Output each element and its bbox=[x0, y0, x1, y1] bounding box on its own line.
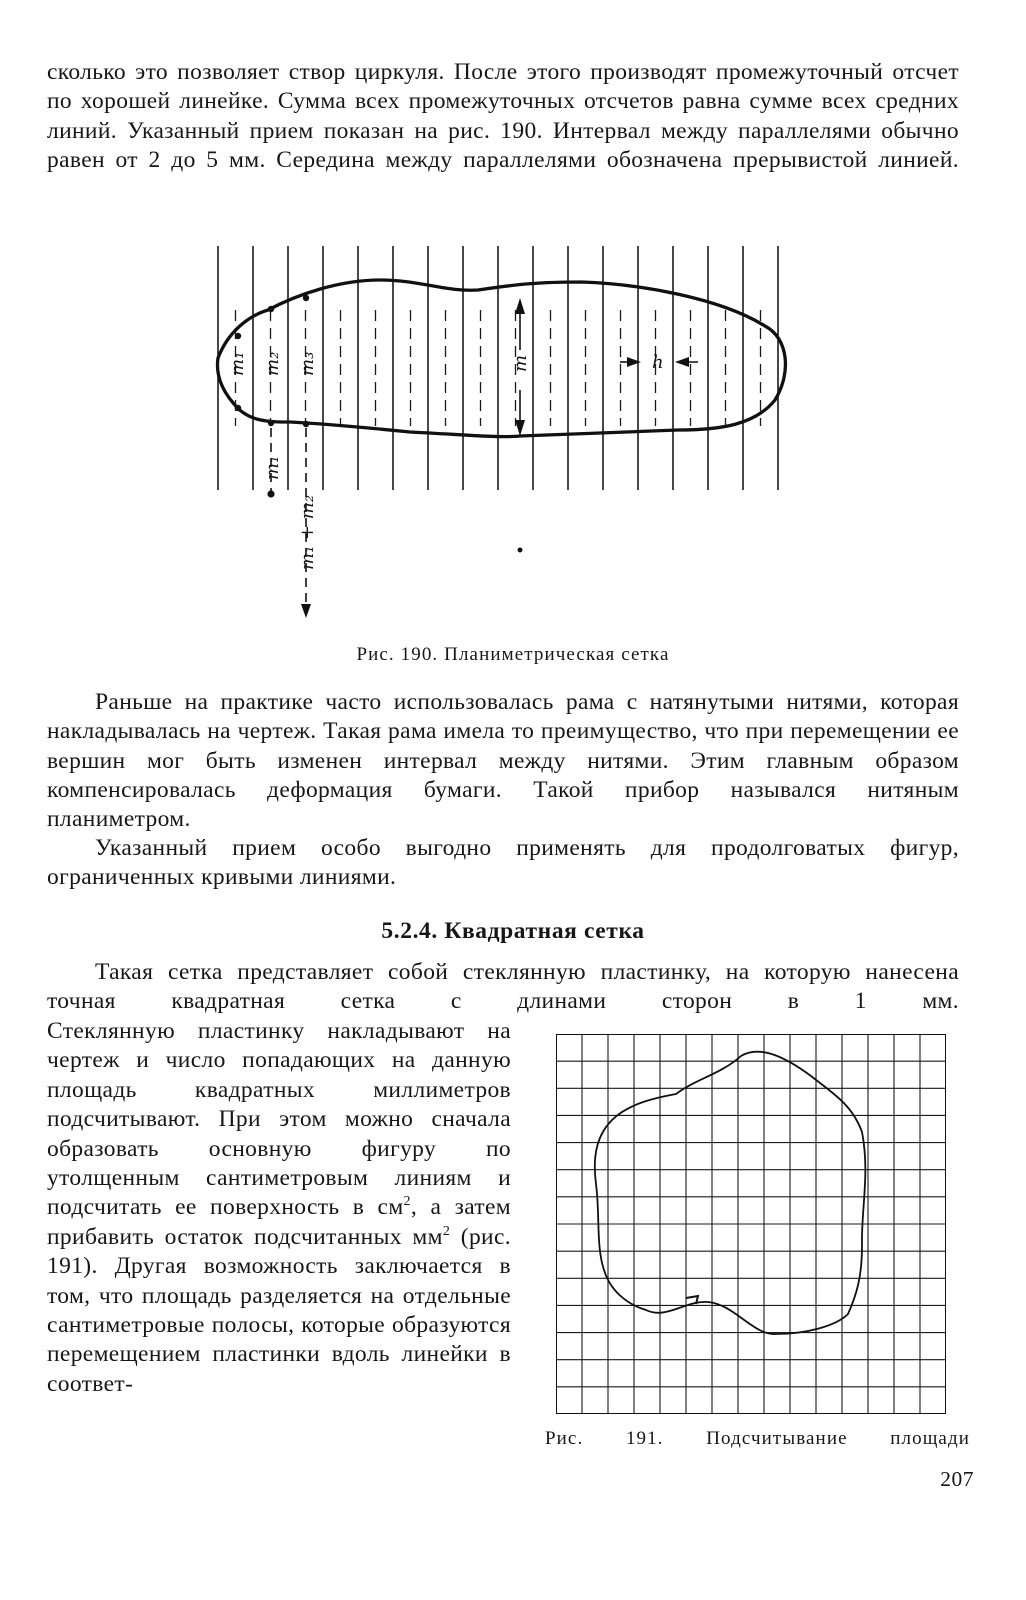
paragraph-grid-usage bbox=[47, 1017, 511, 1399]
grid-usage-text-c: (рис. 191). Другая возможность заключается в том, что площадь разделяется на отдельные сантиметровые полосы, которые образуются перемещением пластинки вдоль линейки в соответ- bbox=[47, 1223, 511, 1397]
paragraph-thread-frame: Раньше на практике часто использовалась рама с натянутыми нитями, которая накладывалась на чертеж. Такая рама имела то преимущество, что при перемещении ее вершин мог быть изменен интервал между нитями. Этим главным образом компенсировалась деформация бумаги. Такой прибор назывался нитяным планиметром. bbox=[47, 689, 959, 833]
figure-190-caption: Рис. 190. Планиметрическая сетка bbox=[356, 644, 670, 665]
grid-usage-text-b: , а затем прибавить остаток подсчитанных мм bbox=[47, 1194, 511, 1250]
figure-191-caption: Рис. 191. Подсчитывание площади bbox=[545, 1428, 970, 1449]
contour-tick bbox=[686, 1296, 698, 1304]
label-m: m bbox=[510, 354, 531, 372]
label-m1-sum: m₁ bbox=[262, 455, 283, 480]
grid-usage-text-a: Стеклянную пластинку накладывают на чертеж и число попадающих на данную площадь квадратных миллиметров подсчитывают. При этом можно сначала образовать основную фигуру по утолщенным сантиметровым линиям и подсчитать ее поверхность в см bbox=[47, 1018, 511, 1221]
label-m1-plus-m2: m₁ + m₂ bbox=[297, 494, 318, 570]
label-m3: m₃ bbox=[297, 351, 318, 376]
area-contour bbox=[595, 1052, 866, 1334]
square-grid-lines bbox=[556, 1034, 946, 1414]
superscript-two: 2 bbox=[403, 1194, 411, 1210]
paragraph-method: Указанный прием особо выгодно применять для продолговатых фигур, ограниченных кривыми линиями. bbox=[47, 835, 959, 891]
label-m2: m₂ bbox=[262, 351, 283, 376]
paragraph-intro: сколько это позволяет створ циркуля. После этого производят промежуточный отсчет по хорошей линейке. Сумма всех промежуточных отсчетов равна сумме всех средних линий. Указанный прием показан на рис. 190. Интервал между параллелями обычно равен от 2 до 5 мм. Середина между параллелями обозначена прерывистой линией. bbox=[47, 59, 959, 173]
page-number: 207 bbox=[940, 1467, 974, 1491]
section-heading: 5.2.4. Квадратная сетка bbox=[381, 918, 645, 944]
square-grid-figure bbox=[556, 1034, 946, 1414]
label-m1: m₁ bbox=[227, 351, 248, 376]
paragraph-grid-intro: Такая сетка представляет собой стеклянную пластинку, на которую нанесена точная квадратная сетка с длинами сторон в 1 мм. bbox=[47, 959, 959, 1015]
planimetric-grid-figure bbox=[200, 240, 800, 640]
label-h: h bbox=[652, 352, 664, 373]
superscript-two: 2 bbox=[442, 1224, 451, 1240]
